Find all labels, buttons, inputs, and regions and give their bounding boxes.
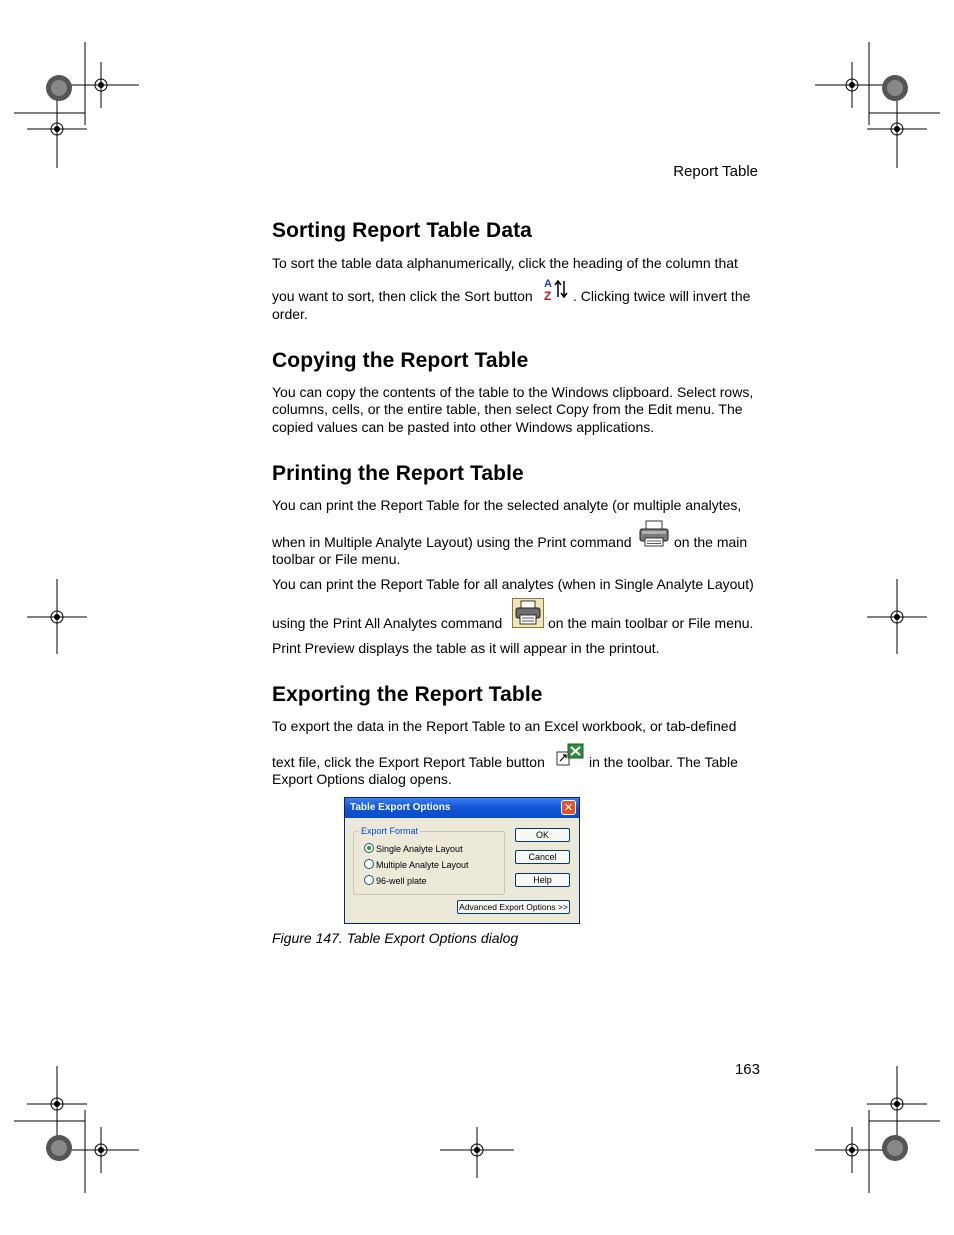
page-number: 163 bbox=[734, 1061, 760, 1078]
svg-text:A: A bbox=[544, 278, 552, 290]
radio-multiple-analyte-layout[interactable] bbox=[364, 859, 469, 870]
heading-copying: Copying the Report Table bbox=[272, 349, 529, 372]
sorting-line3: order. bbox=[272, 306, 308, 322]
close-icon[interactable]: ✕ bbox=[561, 800, 576, 815]
heading-printing: Printing the Report Table bbox=[272, 462, 524, 485]
printing-p3: Print Preview displays the table as it will appear in the printout. bbox=[272, 640, 660, 656]
help-button[interactable]: Help bbox=[515, 873, 570, 887]
table-export-options-dialog bbox=[344, 797, 580, 924]
radio-label: Multiple Analyte Layout bbox=[376, 860, 469, 870]
advanced-export-options-button[interactable]: Advanced Export Options >> bbox=[457, 900, 570, 914]
dialog-title-bar[interactable] bbox=[345, 798, 579, 818]
radio-selected-icon bbox=[364, 843, 374, 853]
ok-button[interactable]: OK bbox=[515, 828, 570, 842]
cancel-button[interactable]: Cancel bbox=[515, 850, 570, 864]
printing-p1-line2 bbox=[272, 520, 760, 550]
copying-line2: columns, cells, or the entire table, then select Copy from the Edit menu. The bbox=[272, 401, 743, 417]
copying-line3: copied values can be pasted into other Windows applications. bbox=[272, 419, 655, 435]
print-all-icon bbox=[512, 598, 544, 628]
heading-sorting: Sorting Report Table Data bbox=[272, 219, 532, 242]
printing-p2-line1: You can print the Report Table for all analytes (when in Single Analyte Layout) bbox=[272, 576, 754, 592]
exporting-line2-post: in the toolbar. The Table bbox=[589, 754, 738, 770]
printing-p1-line3: toolbar or File menu. bbox=[272, 551, 401, 567]
export-format-label: Export Format bbox=[361, 826, 419, 836]
sorting-line2-post: . Clicking twice will invert the bbox=[573, 288, 751, 304]
export-table-icon bbox=[555, 742, 585, 768]
sorting-line2 bbox=[272, 277, 760, 304]
printer-icon bbox=[638, 520, 670, 548]
radio-96-well-plate[interactable] bbox=[364, 875, 427, 886]
svg-text:Z: Z bbox=[544, 289, 552, 303]
figure-caption: Figure 147. Table Export Options dialog bbox=[272, 930, 519, 946]
printing-p1-line1: You can print the Report Table for the selected analyte (or multiple analytes, bbox=[272, 497, 742, 513]
radio-unselected-icon bbox=[364, 875, 374, 885]
radio-label: 96-well plate bbox=[376, 876, 427, 886]
sorting-line1: To sort the table data alphanumerically, click the heading of the column that bbox=[272, 255, 738, 271]
exporting-line3: Export Options dialog opens. bbox=[272, 771, 452, 787]
exporting-line2-pre: text file, click the Export Report Table button bbox=[272, 754, 545, 770]
sorting-line2-pre: you want to sort, then click the Sort button bbox=[272, 288, 533, 304]
printing-p2-line2-pre: using the Print All Analytes command bbox=[272, 615, 503, 631]
printing-p1-line2-post: on the main bbox=[674, 534, 748, 550]
radio-single-analyte-layout[interactable] bbox=[364, 843, 463, 854]
sort-az-icon bbox=[543, 277, 569, 303]
copying-line1: You can copy the contents of the table to the Windows clipboard. Select rows, bbox=[272, 384, 754, 400]
exporting-line1: To export the data in the Report Table to an Excel workbook, or tab-defined bbox=[272, 718, 737, 734]
printing-p2-line2-post: on the main toolbar or File menu. bbox=[548, 615, 754, 631]
printing-p2-line2 bbox=[272, 598, 760, 630]
dialog-title: Table Export Options bbox=[350, 802, 451, 813]
printing-p1-line2-pre: when in Multiple Analyte Layout) using the Print command bbox=[272, 534, 632, 550]
radio-label: Single Analyte Layout bbox=[376, 844, 463, 854]
radio-unselected-icon bbox=[364, 859, 374, 869]
heading-exporting: Exporting the Report Table bbox=[272, 683, 543, 706]
exporting-line2 bbox=[272, 742, 760, 770]
running-head: Report Table bbox=[673, 163, 758, 180]
